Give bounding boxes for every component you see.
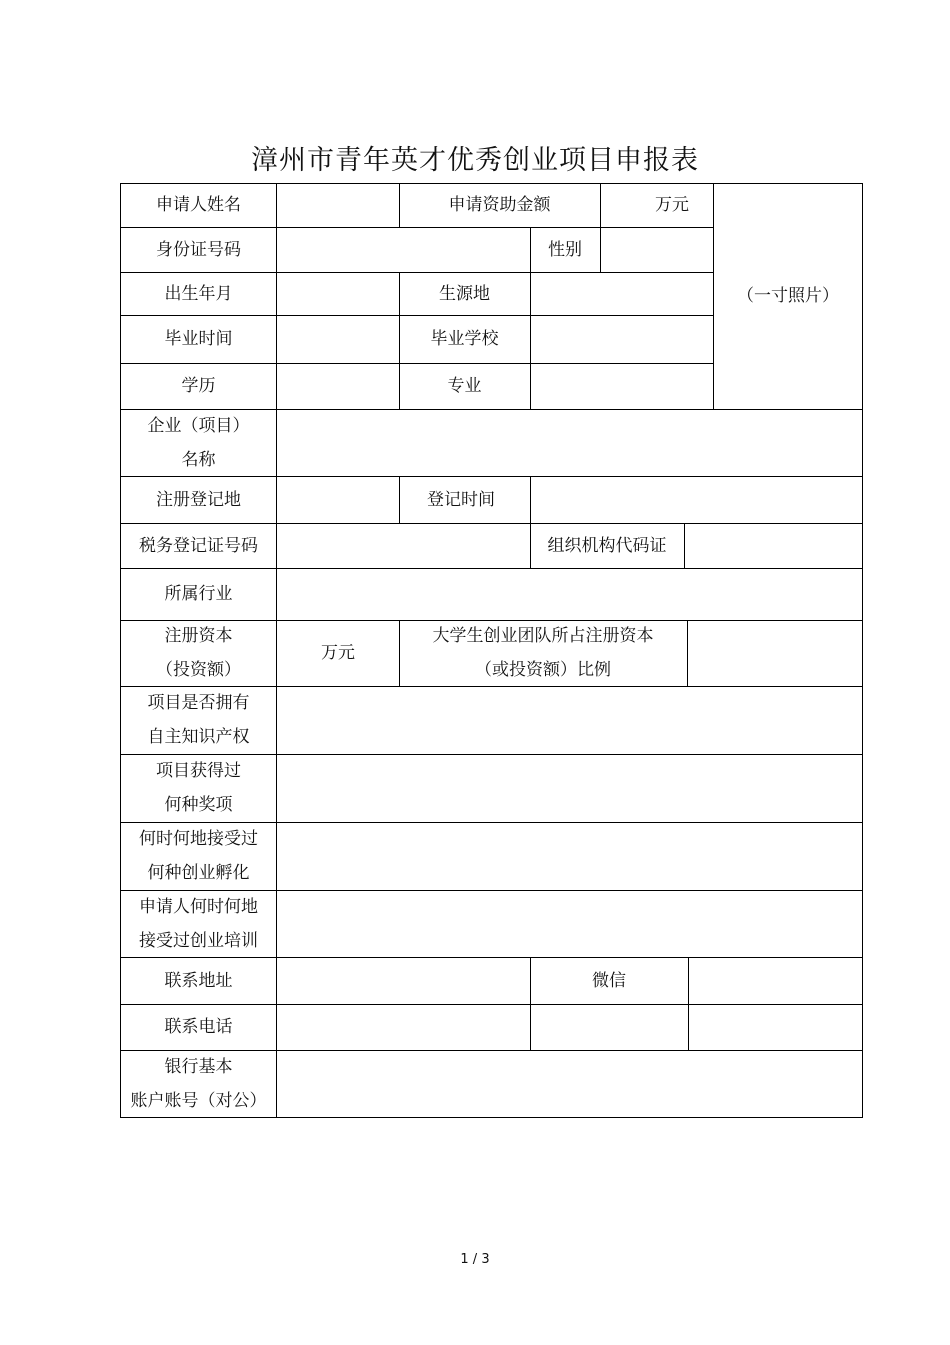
birth-date-label: 出生年月 (164, 283, 233, 304)
origin-field[interactable] (530, 272, 713, 315)
photo-box[interactable]: （一寸照片） (737, 286, 839, 306)
awards-label-line2: 何种奖项 (164, 795, 233, 815)
registration-time-field[interactable] (530, 476, 863, 523)
tax-cert-field[interactable] (277, 523, 530, 568)
ip-label-line2: 自主知识产权 (147, 727, 250, 747)
team-ratio-label (399, 620, 687, 686)
funding-amount-field[interactable] (600, 183, 713, 227)
phone-field[interactable] (277, 1004, 530, 1050)
funding-unit: 万元 (655, 195, 689, 215)
ip-label (120, 686, 277, 754)
bank-account-label (120, 1050, 277, 1117)
incubation-label (120, 822, 277, 890)
gender-field[interactable] (600, 227, 713, 272)
capital-unit: 万元 (321, 643, 355, 663)
applicant-name-field[interactable] (277, 183, 399, 227)
phone-field-3[interactable] (688, 1004, 863, 1050)
org-code-field[interactable] (684, 523, 863, 568)
bank-account-field[interactable] (277, 1050, 863, 1117)
wechat-label: 微信 (592, 970, 626, 991)
school-field[interactable] (530, 315, 713, 363)
tax-cert-label: 税务登记证号码 (139, 535, 258, 556)
training-label (120, 890, 277, 957)
registration-time-label: 登记时间 (427, 489, 495, 510)
wechat-field[interactable] (688, 957, 863, 1004)
industry-label: 所属行业 (164, 584, 233, 604)
training-field[interactable] (277, 890, 863, 957)
awards-field[interactable] (277, 754, 863, 822)
school-label: 毕业学校 (430, 329, 499, 349)
origin-label: 生源地 (439, 283, 490, 304)
incubation-label-line1: 何时何地接受过 (139, 829, 258, 849)
incubation-label-line2: 何种创业孵化 (147, 863, 250, 883)
training-label-line2: 接受过创业培训 (139, 930, 258, 951)
applicant-name-label: 申请人姓名 (156, 195, 241, 215)
bank-account-label-line1: 银行基本 (164, 1056, 233, 1077)
education-label: 学历 (181, 376, 216, 396)
phone-field-2[interactable] (530, 1004, 688, 1050)
enterprise-name-label-line2: 名称 (181, 449, 216, 470)
team-ratio-field[interactable] (687, 620, 863, 686)
industry-field[interactable] (277, 568, 863, 620)
graduation-time-label: 毕业时间 (164, 329, 233, 349)
id-number-field[interactable] (277, 227, 530, 272)
team-ratio-label-line2: （或投资额）比例 (475, 660, 611, 680)
awards-label (120, 754, 277, 822)
registration-place-label: 注册登记地 (156, 489, 241, 510)
major-label: 专业 (447, 376, 482, 396)
registered-capital-label-line2: （投资额） (156, 660, 241, 680)
form-title: 漳州市青年英才优秀创业项目申报表 (251, 145, 699, 176)
training-label-line1: 申请人何时何地 (139, 896, 258, 917)
registered-capital-field[interactable] (277, 620, 399, 686)
address-label: 联系地址 (164, 970, 233, 991)
incubation-field[interactable] (277, 822, 863, 890)
enterprise-name-label-line1: 企业（项目） (147, 415, 250, 436)
team-ratio-label-line1: 大学生创业团队所占注册资本 (432, 626, 654, 646)
major-field[interactable] (530, 363, 713, 409)
ip-field[interactable] (277, 686, 863, 754)
address-field[interactable] (277, 957, 530, 1004)
education-field[interactable] (277, 363, 399, 409)
bank-account-label-line2: 账户账号（对公） (130, 1090, 267, 1111)
awards-label-line1: 项目获得过 (156, 761, 241, 781)
registered-capital-label-line1: 注册资本 (164, 626, 233, 646)
gender-label: 性别 (548, 239, 582, 260)
funding-amount-label: 申请资助金额 (448, 195, 551, 215)
graduation-time-field[interactable] (277, 315, 399, 363)
registered-capital-label (120, 620, 277, 686)
birth-date-field[interactable] (277, 272, 399, 315)
page-number: 1 / 3 (460, 1252, 490, 1267)
id-number-label: 身份证号码 (156, 239, 241, 260)
org-code-label: 组织机构代码证 (547, 535, 667, 556)
enterprise-name-field[interactable] (277, 409, 863, 476)
ip-label-line1: 项目是否拥有 (147, 693, 250, 713)
registration-place-field[interactable] (277, 476, 399, 523)
phone-label: 联系电话 (164, 1017, 233, 1037)
enterprise-name-label (120, 409, 277, 476)
